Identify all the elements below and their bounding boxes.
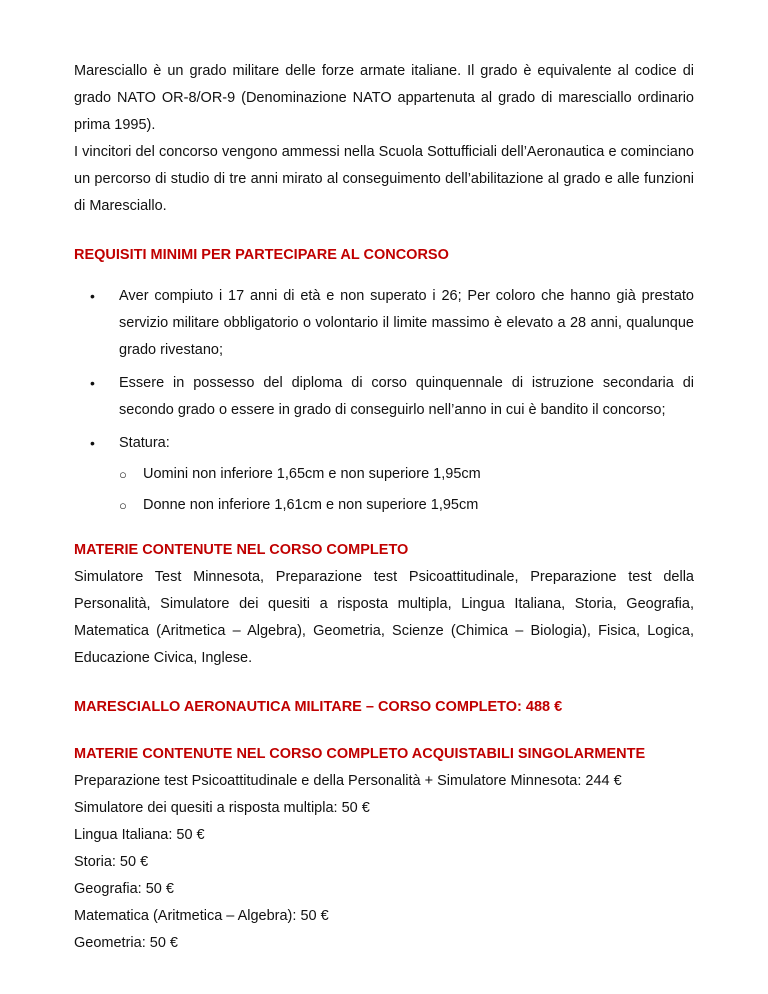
intro-paragraph-2: I vincitori del concorso vengono ammessi nella Scuola Sottufficiali dell’Aeronautica e cominciano un percorso di studio di tre anni mirato al conseguimento dell’abilitazione al grado e alle funzioni di Maresciallo. [74, 144, 694, 214]
sub-list-item [119, 461, 694, 488]
price-line: Lingua Italiana: 50 € [74, 827, 205, 843]
singole-list [74, 768, 694, 957]
list-item-text: Aver compiuto i 17 anni di età e non superato i 26; Per coloro che hanno già prestato servizio militare obbligatorio o volontario il limite massimo è elevato a 28 anni, qualunque grado rivestano; [119, 288, 694, 358]
price-line: Simulatore dei quesiti a risposta multipla: 50 € [74, 800, 370, 816]
list-item [74, 370, 694, 424]
requisiti-heading: REQUISITI MINIMI PER PARTECIPARE AL CONCORSO [74, 247, 449, 263]
bullet-icon: • [90, 375, 95, 391]
materie-paragraph: Simulatore Test Minnesota, Preparazione test Psicoattitudinale, Preparazione test della Personalità, Simulatore dei quesiti a risposta multipla, Lingua Italiana, Storia, Geografia, Matematica (Aritmetica – Algebra), Geometria, Scienze (Chimica – Biologia), Fisica, Logica, Educazione Civica, Inglese. [74, 569, 694, 666]
singole-heading: MATERIE CONTENUTE NEL CORSO COMPLETO ACQUISTABILI SINGOLARMENTE [74, 746, 646, 762]
price-line: Geometria: 50 € [74, 935, 178, 951]
price-line: Matematica (Aritmetica – Algebra): 50 € [74, 908, 329, 924]
circle-bullet-icon: ○ [119, 467, 127, 482]
statura-sublist [119, 461, 694, 519]
sub-list-item [119, 492, 694, 519]
price-line: Geografia: 50 € [74, 881, 174, 897]
materie-heading: MATERIE CONTENUTE NEL CORSO COMPLETO [74, 542, 409, 558]
circle-bullet-icon: ○ [119, 498, 127, 513]
list-item-text: Statura: [119, 435, 170, 451]
prezzo-heading: MARESCIALLO AERONAUTICA MILITARE – CORSO COMPLETO: 488 € [74, 699, 563, 715]
document-page [74, 58, 694, 957]
list-item [74, 283, 694, 364]
list-item-text: Essere in possesso del diploma di corso quinquennale di istruzione secondaria di secondo grado o essere in grado di conseguirlo nell’anno in cui è bandito il concorso; [119, 375, 694, 418]
sub-list-item-text: Donne non inferiore 1,61cm e non superiore 1,95cm [143, 497, 479, 513]
list-item [74, 430, 694, 519]
price-line: Preparazione test Psicoattitudinale e della Personalità + Simulatore Minnesota: 244 € [74, 773, 622, 789]
price-line: Storia: 50 € [74, 854, 149, 870]
bullet-icon: • [90, 435, 95, 451]
bullet-icon: • [90, 288, 95, 304]
intro-paragraph-1: Maresciallo è un grado militare delle forze armate italiane. Il grado è equivalente al codice di grado NATO OR-8/OR-9 (Denominazione NATO appartenuta al grado di maresciallo ordinario prima 1995). [74, 63, 694, 133]
sub-list-item-text: Uomini non inferiore 1,65cm e non superiore 1,95cm [143, 466, 481, 482]
requisiti-list [74, 283, 694, 519]
